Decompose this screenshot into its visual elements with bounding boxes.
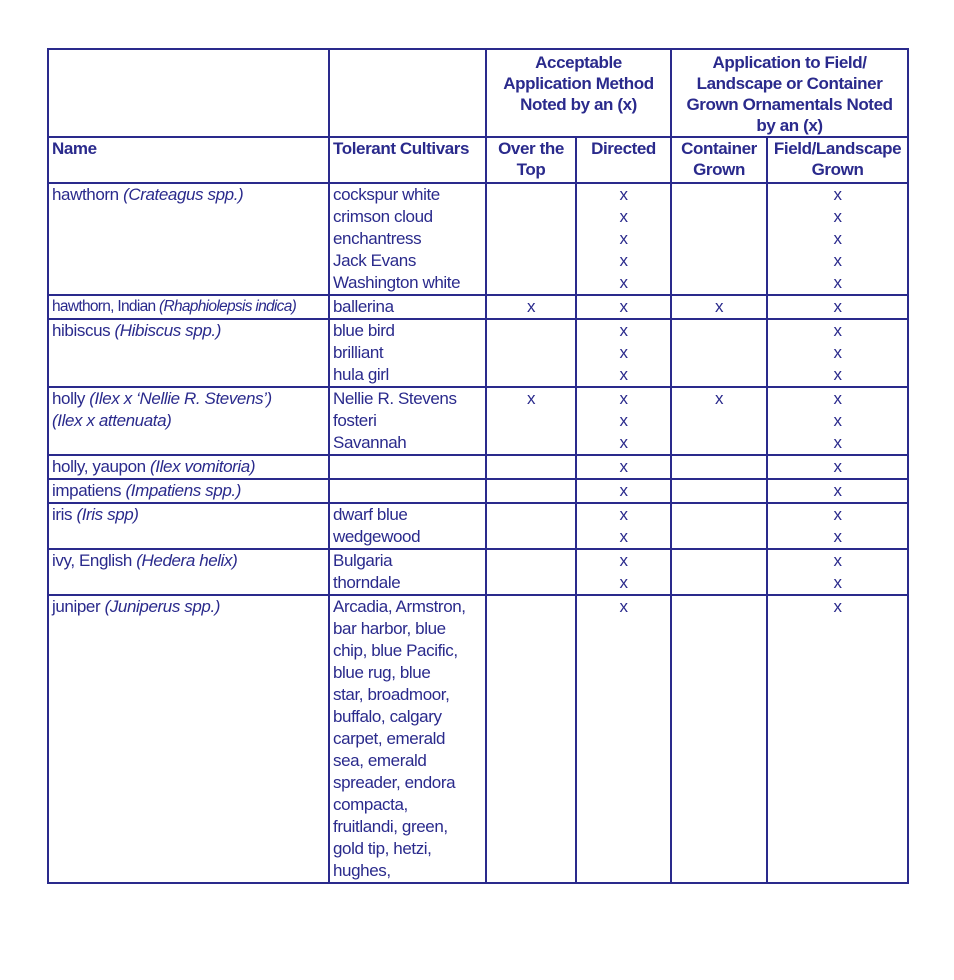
mark-x xyxy=(490,272,572,294)
cell-over-the-top xyxy=(486,595,576,883)
cell-plant-name xyxy=(48,319,329,387)
mark-x: x xyxy=(833,185,842,204)
mark-x: x xyxy=(526,389,536,408)
mark-x: x xyxy=(714,389,724,408)
cell-plant-name xyxy=(48,387,329,455)
mark-x xyxy=(675,364,763,386)
cell-over-the-top xyxy=(486,319,576,387)
cell-field-landscape xyxy=(767,549,908,595)
plant-name-line xyxy=(52,550,325,572)
mark-x: x xyxy=(619,273,628,292)
cell-plant-name xyxy=(48,183,329,295)
cultivar-entry: blue rug, blue xyxy=(333,663,431,682)
cultivar-entry: spreader, endora xyxy=(333,773,456,792)
cell-tolerant-cultivars xyxy=(329,183,486,295)
common-name: impatiens xyxy=(52,481,126,500)
table-row xyxy=(48,479,908,503)
mark-x: x xyxy=(833,321,842,340)
header-blank-name xyxy=(48,49,329,137)
mark-x: x xyxy=(619,457,628,476)
cell-tolerant-cultivars xyxy=(329,455,486,479)
mark-x: x xyxy=(619,573,628,592)
mark-x xyxy=(490,526,572,548)
cultivar-entry: fruitlandi, green, xyxy=(333,817,448,836)
cultivar-entry: hughes, xyxy=(333,861,391,880)
table-row xyxy=(48,503,908,549)
header-name: Name xyxy=(48,137,329,183)
cultivar-entry: compacta, xyxy=(333,795,408,814)
scientific-name: (Ilex vomitoria) xyxy=(150,457,256,476)
cultivar-entry: wedgewood xyxy=(333,527,421,546)
cultivar-entry: chip, blue Pacific, xyxy=(333,641,458,660)
header-group-application-line: Grown Ornamentals Noted xyxy=(686,95,893,114)
mark-x xyxy=(490,480,572,502)
mark-x xyxy=(675,526,763,548)
header-group-method-line: Noted by an (x) xyxy=(520,95,637,114)
mark-x xyxy=(675,206,763,228)
cell-tolerant-cultivars xyxy=(329,479,486,503)
mark-x: x xyxy=(833,365,842,384)
mark-x xyxy=(675,504,763,526)
cultivar-entry: crimson cloud xyxy=(333,207,433,226)
mark-x: x xyxy=(619,343,628,362)
cell-tolerant-cultivars xyxy=(329,295,486,319)
cell-tolerant-cultivars xyxy=(329,595,486,883)
mark-x xyxy=(490,250,572,272)
mark-x: x xyxy=(619,527,628,546)
mark-x xyxy=(490,228,572,250)
scientific-name: (Ilex x attenuata) xyxy=(52,411,172,430)
mark-x: x xyxy=(619,321,628,340)
header-over-the-top-line: Top xyxy=(516,160,546,179)
mark-x xyxy=(490,342,572,364)
mark-x xyxy=(675,342,763,364)
mark-x: x xyxy=(619,229,628,248)
cultivar-entry xyxy=(333,456,482,478)
cultivar-entry: bar harbor, blue xyxy=(333,619,446,638)
mark-x xyxy=(675,410,763,432)
herbicide-tolerance-table-container xyxy=(47,48,907,884)
cell-plant-name xyxy=(48,595,329,883)
cultivar-entry: Savannah xyxy=(333,433,407,452)
header-container-grown xyxy=(671,137,767,183)
cultivar-entry: gold tip, hetzi, xyxy=(333,839,432,858)
cell-plant-name xyxy=(48,479,329,503)
mark-x: x xyxy=(833,551,842,570)
mark-x: x xyxy=(619,481,628,500)
mark-x: x xyxy=(714,297,724,316)
mark-x: x xyxy=(833,573,842,592)
cell-directed xyxy=(576,479,671,503)
cultivar-entry: fosteri xyxy=(333,411,377,430)
cell-directed xyxy=(576,319,671,387)
table-row xyxy=(48,387,908,455)
header-group-application-line: Application to Field/ xyxy=(712,53,867,72)
header-blank-cultivars xyxy=(329,49,486,137)
cell-container-grown xyxy=(671,595,767,883)
cell-field-landscape xyxy=(767,479,908,503)
header-field-landscape-grown xyxy=(767,137,908,183)
mark-x: x xyxy=(526,297,536,316)
cell-directed xyxy=(576,503,671,549)
mark-x xyxy=(675,480,763,502)
cultivar-entry: sea, emerald xyxy=(333,751,427,770)
header-field-landscape-line: Grown xyxy=(811,160,864,179)
header-group-application-line: Landscape or Container xyxy=(696,74,883,93)
mark-x: x xyxy=(833,207,842,226)
mark-x xyxy=(675,228,763,250)
header-over-the-top xyxy=(486,137,576,183)
cell-plant-name xyxy=(48,455,329,479)
mark-x: x xyxy=(619,411,628,430)
table-row xyxy=(48,183,908,295)
mark-x xyxy=(675,596,763,618)
cell-container-grown xyxy=(671,549,767,595)
cell-field-landscape xyxy=(767,387,908,455)
cell-field-landscape xyxy=(767,319,908,387)
scientific-name: (Crateagus spp.) xyxy=(123,185,244,204)
mark-x: x xyxy=(833,505,842,524)
mark-x xyxy=(490,364,572,386)
table-body xyxy=(48,183,908,883)
mark-x xyxy=(490,456,572,478)
common-name: iris xyxy=(52,505,77,524)
table-row xyxy=(48,295,908,319)
cultivar-entry: Bulgaria xyxy=(333,551,393,570)
mark-x: x xyxy=(619,505,628,524)
mark-x xyxy=(675,572,763,594)
mark-x: x xyxy=(619,251,628,270)
mark-x xyxy=(675,456,763,478)
scientific-name: (Juniperus spp.) xyxy=(104,597,221,616)
mark-x xyxy=(675,184,763,206)
cell-directed xyxy=(576,387,671,455)
mark-x: x xyxy=(619,551,628,570)
mark-x xyxy=(490,596,572,618)
cell-tolerant-cultivars xyxy=(329,319,486,387)
mark-x: x xyxy=(619,389,628,408)
table-row xyxy=(48,319,908,387)
cell-container-grown xyxy=(671,295,767,319)
cultivar-entry: cockspur white xyxy=(333,185,440,204)
common-name: juniper xyxy=(52,597,105,616)
cell-plant-name xyxy=(48,295,329,319)
cultivar-entry: thorndale xyxy=(333,573,401,592)
plant-name-line xyxy=(52,480,325,502)
mark-x xyxy=(675,550,763,572)
mark-x: x xyxy=(833,229,842,248)
scientific-name: (Hibiscus spp.) xyxy=(114,321,221,340)
header-group-row xyxy=(48,49,908,137)
common-name: hibiscus xyxy=(52,321,115,340)
cell-tolerant-cultivars xyxy=(329,549,486,595)
plant-name-line xyxy=(52,296,325,318)
header-directed: Directed xyxy=(576,137,671,183)
common-name: ivy, English xyxy=(52,551,137,570)
cell-over-the-top xyxy=(486,455,576,479)
common-name: holly, yaupon xyxy=(52,457,151,476)
header-group-method-line: Acceptable xyxy=(535,53,622,72)
header-over-the-top-line: Over the xyxy=(498,139,564,158)
mark-x: x xyxy=(619,597,628,616)
cell-field-landscape xyxy=(767,455,908,479)
cultivar-entry: enchantress xyxy=(333,229,422,248)
mark-x xyxy=(490,184,572,206)
plant-name-line xyxy=(52,184,325,206)
mark-x xyxy=(490,432,572,454)
scientific-name: (Impatiens spp.) xyxy=(125,481,241,500)
header-group-application xyxy=(671,49,908,137)
cell-container-grown xyxy=(671,319,767,387)
common-name: hawthorn, Indian xyxy=(52,298,160,315)
cell-field-landscape xyxy=(767,295,908,319)
cultivar-entry: ballerina xyxy=(333,297,394,316)
mark-x: x xyxy=(833,251,842,270)
cell-container-grown xyxy=(671,503,767,549)
mark-x: x xyxy=(619,433,628,452)
mark-x: x xyxy=(619,365,628,384)
plant-name-line xyxy=(52,388,325,410)
cell-over-the-top xyxy=(486,295,576,319)
cell-directed xyxy=(576,549,671,595)
mark-x xyxy=(490,206,572,228)
cultivar-entry: hula girl xyxy=(333,365,389,384)
cell-over-the-top xyxy=(486,503,576,549)
scientific-name: (Ilex x ‘Nellie R. Stevens’) xyxy=(89,389,272,408)
cell-field-landscape xyxy=(767,503,908,549)
cell-container-grown xyxy=(671,479,767,503)
cell-over-the-top xyxy=(486,387,576,455)
header-group-application-line: by an (x) xyxy=(756,116,823,135)
cell-container-grown xyxy=(671,455,767,479)
header-group-method xyxy=(486,49,671,137)
cell-over-the-top xyxy=(486,183,576,295)
plant-name-line xyxy=(52,596,325,618)
header-container-grown-line: Container xyxy=(681,139,757,158)
header-field-landscape-line: Field/Landscape xyxy=(773,139,902,158)
mark-x xyxy=(675,432,763,454)
header-group-method-line: Application Method xyxy=(503,74,654,93)
cultivar-entry: blue bird xyxy=(333,321,395,340)
mark-x: x xyxy=(833,389,842,408)
cell-field-landscape xyxy=(767,595,908,883)
table-row xyxy=(48,549,908,595)
table-row xyxy=(48,455,908,479)
cultivar-entry: carpet, emerald xyxy=(333,729,446,748)
scientific-name: (Rhaphiolepsis indica) xyxy=(159,298,297,315)
cell-container-grown xyxy=(671,387,767,455)
common-name: holly xyxy=(52,389,90,408)
cell-directed xyxy=(576,455,671,479)
mark-x xyxy=(490,504,572,526)
cell-over-the-top xyxy=(486,479,576,503)
mark-x: x xyxy=(619,185,628,204)
cultivar-entry: Nellie R. Stevens xyxy=(333,389,457,408)
plant-name-line xyxy=(52,410,325,432)
mark-x: x xyxy=(619,207,628,226)
plant-name-line xyxy=(52,504,325,526)
mark-x: x xyxy=(833,411,842,430)
mark-x xyxy=(490,320,572,342)
header-tolerant-cultivars: Tolerant Cultivars xyxy=(329,137,486,183)
mark-x: x xyxy=(833,457,842,476)
cell-directed xyxy=(576,295,671,319)
mark-x: x xyxy=(833,297,842,316)
mark-x: x xyxy=(833,343,842,362)
cell-container-grown xyxy=(671,183,767,295)
cell-plant-name xyxy=(48,549,329,595)
scientific-name: (Iris spp) xyxy=(76,505,139,524)
mark-x: x xyxy=(833,597,842,616)
mark-x xyxy=(675,320,763,342)
mark-x xyxy=(490,572,572,594)
mark-x: x xyxy=(833,527,842,546)
cultivar-entry: Arcadia, Armstron, xyxy=(333,597,466,616)
cell-tolerant-cultivars xyxy=(329,387,486,455)
cell-field-landscape xyxy=(767,183,908,295)
plant-name-line xyxy=(52,456,325,478)
cultivar-entry: Washington white xyxy=(333,273,461,292)
common-name: hawthorn xyxy=(52,185,124,204)
mark-x xyxy=(675,272,763,294)
cultivar-entry: brilliant xyxy=(333,343,384,362)
scientific-name: (Hedera helix) xyxy=(136,551,238,570)
mark-x: x xyxy=(619,297,628,316)
cultivar-entry: star, broadmoor, xyxy=(333,685,450,704)
mark-x xyxy=(490,550,572,572)
plant-name-line xyxy=(52,320,325,342)
header-column-row xyxy=(48,137,908,183)
cell-over-the-top xyxy=(486,549,576,595)
cultivar-entry: Jack Evans xyxy=(333,251,416,270)
tolerance-table xyxy=(47,48,909,884)
cell-plant-name xyxy=(48,503,329,549)
cultivar-entry xyxy=(333,480,482,502)
mark-x: x xyxy=(833,433,842,452)
mark-x xyxy=(675,250,763,272)
cell-directed xyxy=(576,595,671,883)
table-row xyxy=(48,595,908,883)
mark-x: x xyxy=(833,481,842,500)
cell-tolerant-cultivars xyxy=(329,503,486,549)
header-container-grown-line: Grown xyxy=(693,160,745,179)
mark-x: x xyxy=(833,273,842,292)
cultivar-entry: buffalo, calgary xyxy=(333,707,442,726)
mark-x xyxy=(490,410,572,432)
cultivar-entry: dwarf blue xyxy=(333,505,408,524)
cell-directed xyxy=(576,183,671,295)
